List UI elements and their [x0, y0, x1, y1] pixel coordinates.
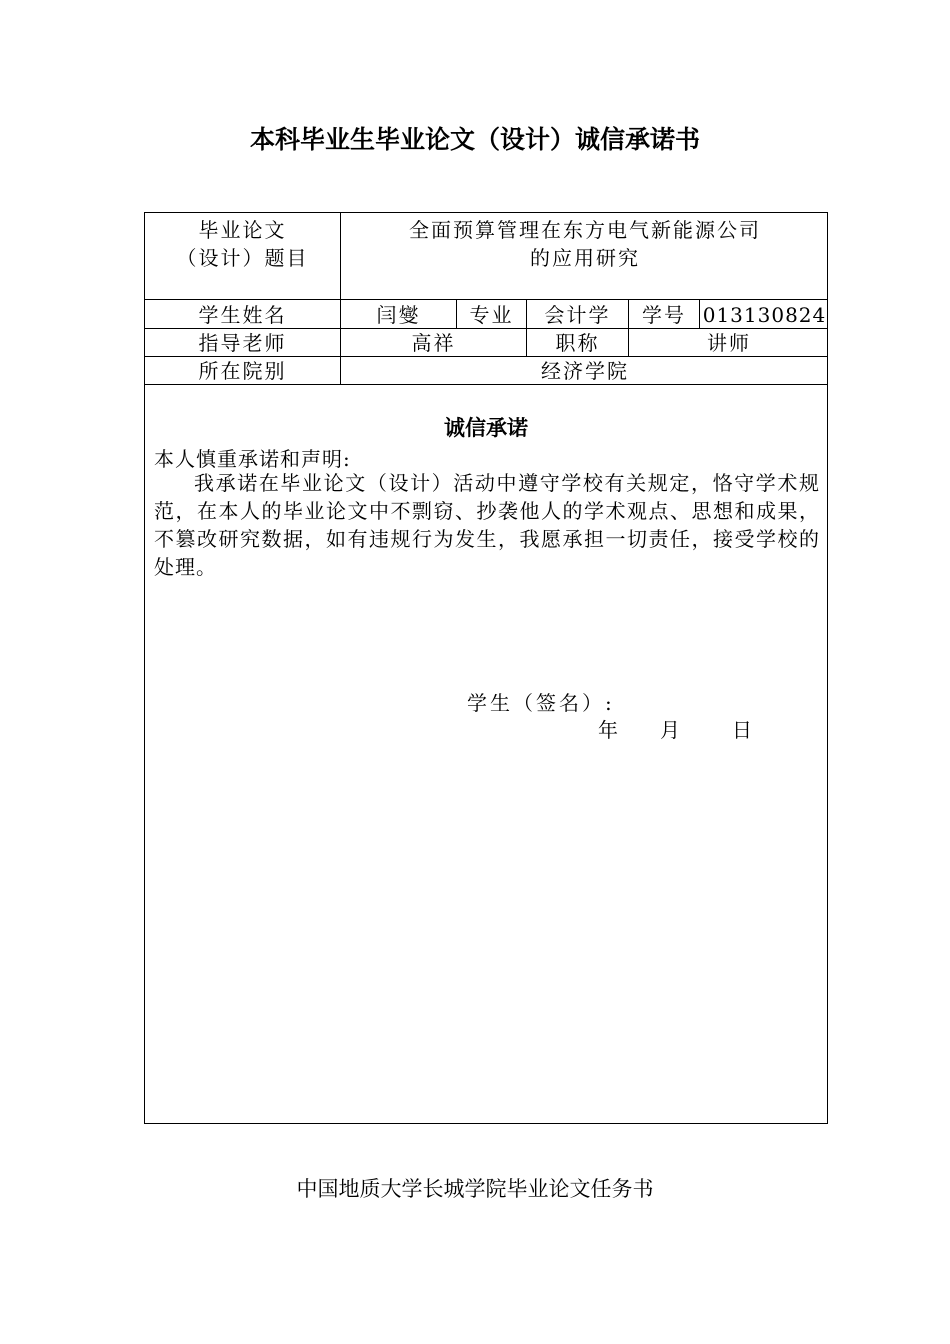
thesis-title-value: 全面预算管理在东方电气新能源公司 的应用研究 — [409, 218, 761, 270]
pledge-heading: 诚信承诺 — [444, 416, 528, 440]
pledge-body: 我承诺在毕业论文（设计）活动中遵守学校有关规定，恪守学术规范，在本人的毕业论文中不剽窃、抄袭他人的学术观点、思想和成果，不篡改研究数据，如有违规行为发生，我愿承担一切责任，接受学校的处理。 — [154, 471, 820, 579]
advisor-title-label: 职称 — [555, 331, 600, 355]
advisor-label: 指导老师 — [198, 331, 287, 355]
student-name-label: 学生姓名 — [198, 303, 287, 327]
student-id-label: 学号 — [642, 303, 686, 327]
college-value: 经济学院 — [541, 359, 629, 383]
date-day-label: 日 — [732, 718, 752, 742]
college-label: 所在院别 — [198, 359, 287, 383]
major-label: 专业 — [469, 303, 514, 327]
document-title: 本科毕业生毕业论文（设计）诚信承诺书 — [249, 125, 700, 154]
signature-label: 学生（签名）: — [467, 691, 615, 715]
pledge-form — [144, 212, 828, 1124]
row-divider — [145, 299, 827, 300]
date-month-label: 月 — [660, 718, 680, 742]
pledge-intro: 本人慎重承诺和声明: — [154, 447, 351, 471]
student-id-value: 013130824 — [702, 303, 827, 327]
footer-title: 中国地质大学长城学院毕业论文任务书 — [296, 1177, 654, 1201]
date-year-label: 年 — [598, 718, 618, 742]
advisor-title-value: 讲师 — [707, 331, 751, 355]
thesis-title-label: 毕业论文 （设计）题目 — [176, 218, 309, 270]
advisor-value: 高祥 — [411, 331, 456, 355]
major-value: 会计学 — [544, 303, 611, 327]
student-name-value: 闫燮 — [376, 303, 421, 327]
